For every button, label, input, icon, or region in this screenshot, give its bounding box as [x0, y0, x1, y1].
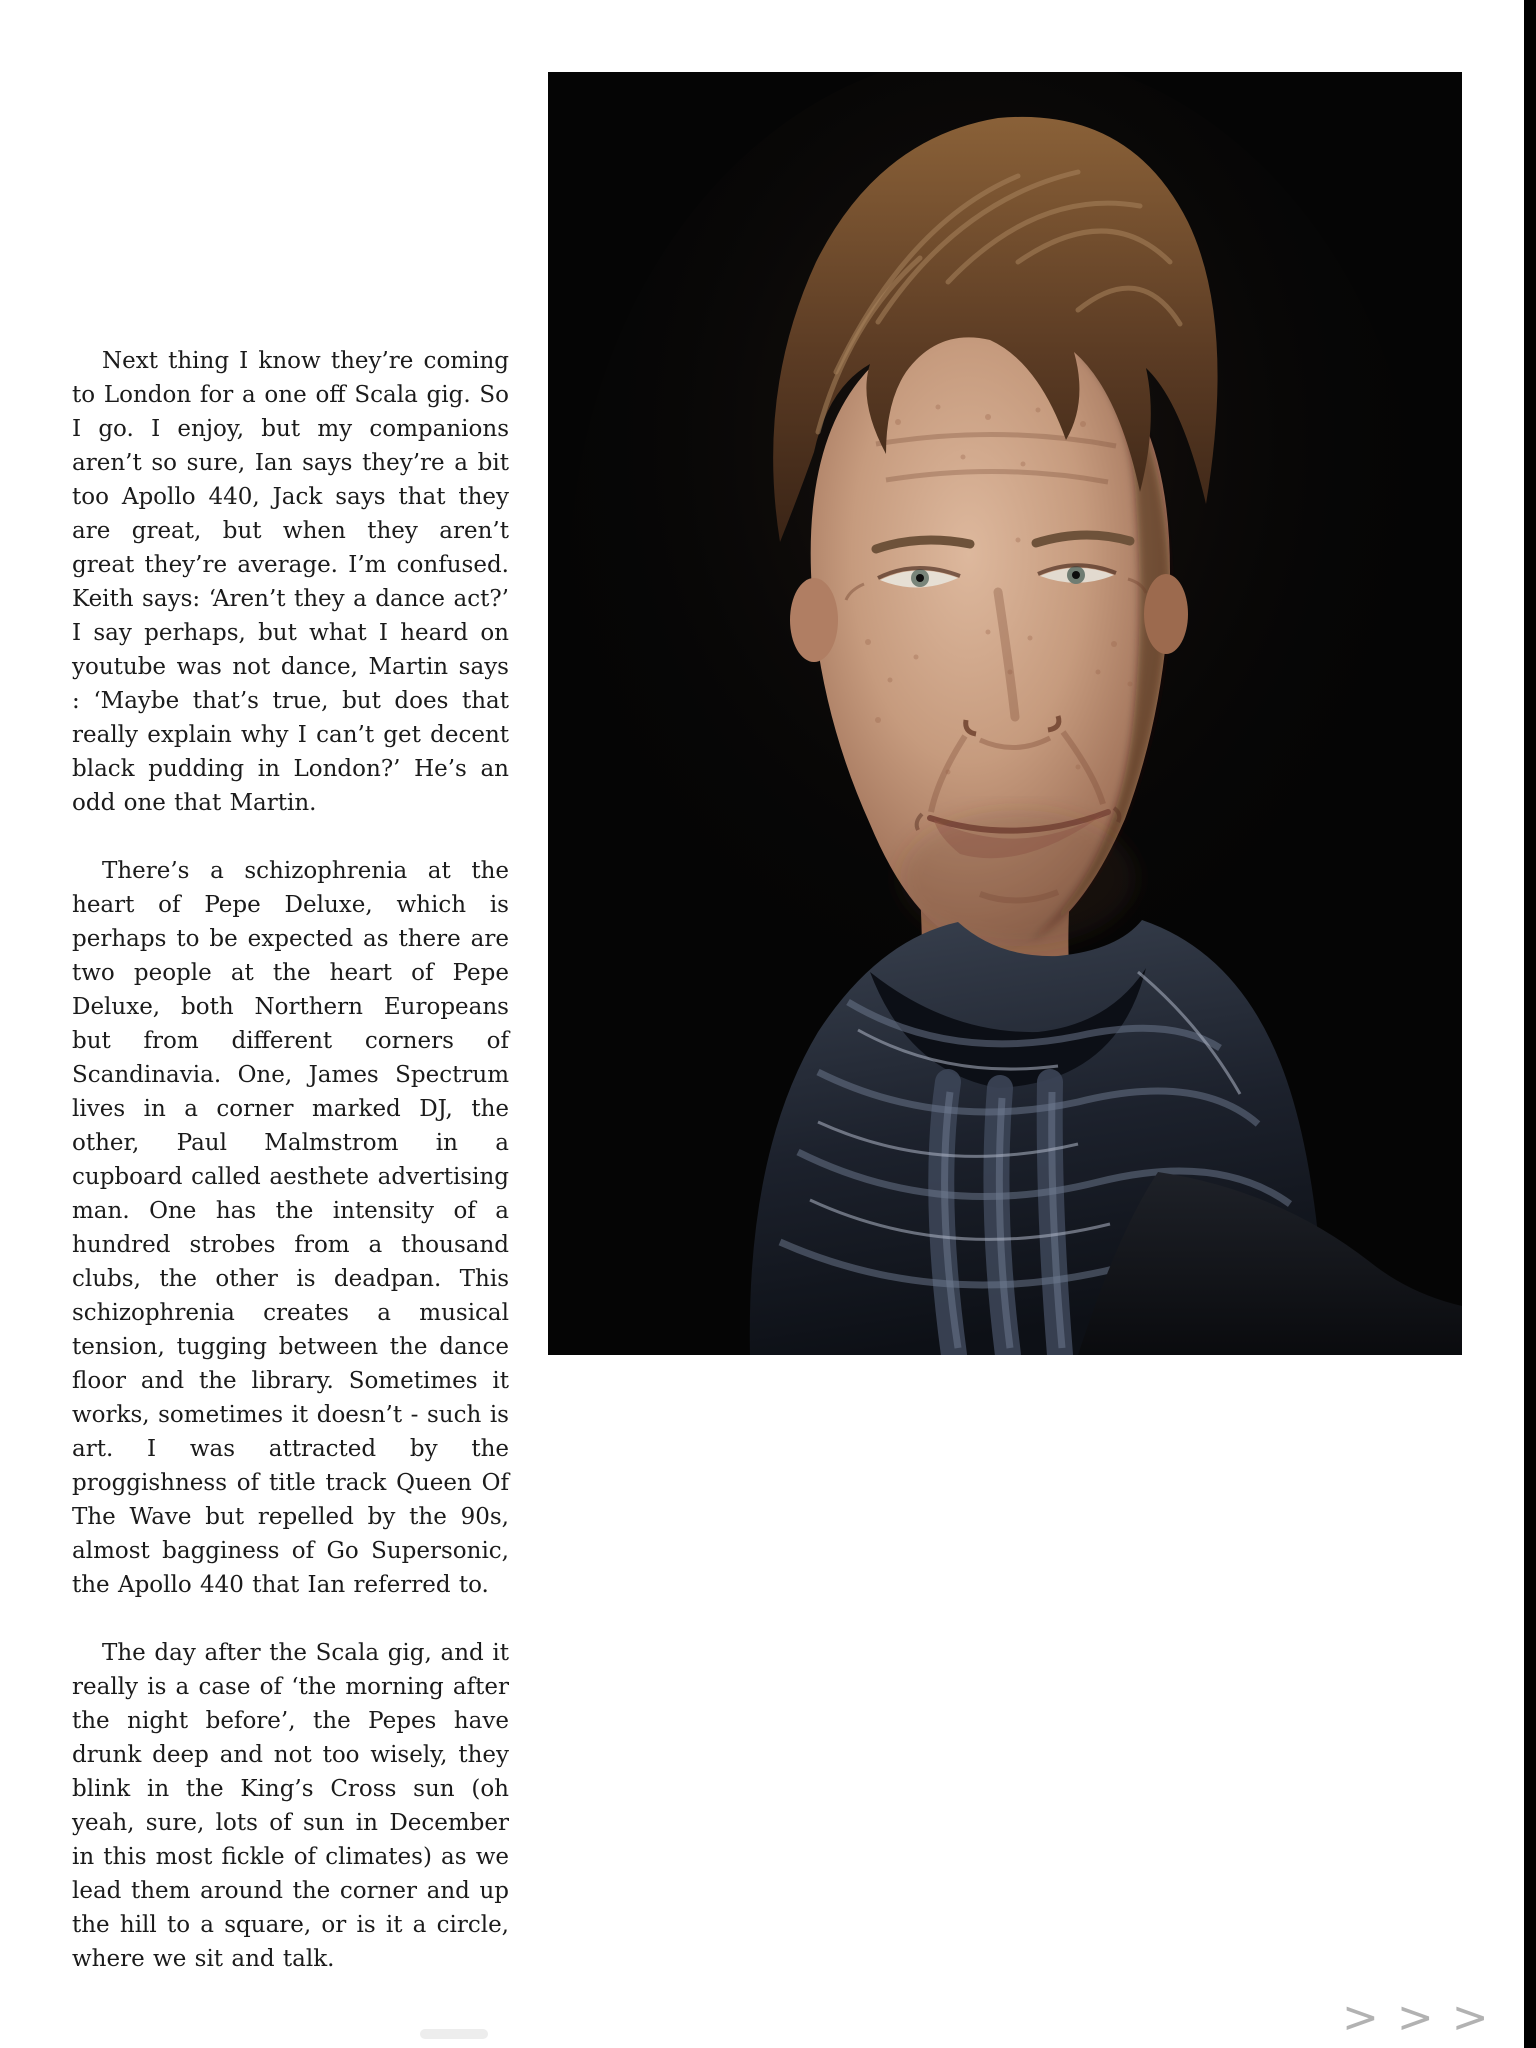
next-page-arrows[interactable]: > > > — [1342, 1992, 1491, 2043]
article-paragraph-2: There’s a schizophrenia at the heart of Pepe Deluxe, which is perhaps to be expected as there are two people at the heart of Pepe Deluxe, both Northern Europeans but from different corners of Scandinavia. One, James Spectrum lives in a corner marked DJ, the other, Paul Malmstrom in a cupboard called aesthete advertising man. One has the intensity of a hundred strobes from a thousand clubs, the other is deadpan. This schizophrenia creates a musical tension, tugging between the dance floor and the library. Sometimes it works, sometimes it doesn’t - such is art. I was attracted by the proggishness of title track Queen Of The Wave but repelled by the 90s, almost bagginess of Go Supersonic, the Apollo 440 that Ian referred to. — [72, 858, 509, 1598]
article-paragraph-1: Next thing I know they’re coming to London for a one off Scala gig. So I go. I enjoy, but my companions aren’t so sure, Ian says they’re a bit too Apollo 440, Jack says that they are great, but when they aren’t great they’re average. I’m confused. Keith says: ‘Aren’t they a dance act?’ I say perhaps, but what I heard on youtube was not dance, Martin says : ‘Maybe that’s true, but does that really explain why I can’t get decent black pudding in London?’ He’s an odd one that Martin. — [72, 348, 509, 816]
next-page-edge[interactable] — [1524, 0, 1536, 2048]
portrait-photo — [548, 72, 1462, 1355]
man-left-ear — [790, 578, 838, 662]
article-text-column — [72, 344, 509, 2010]
man-right-ear — [1144, 574, 1188, 654]
page-progress-indicator[interactable] — [420, 2029, 488, 2039]
stubble-shadow — [900, 810, 1136, 946]
article-paragraph-3: The day after the Scala gig, and it really is a case of ‘the morning after the night before’, the Pepes have drunk deep and not too wisely, they blink in the King’s Cross sun (oh yeah, sure, lots of sun in December in this most fickle of climates) as we lead them around the corner and up the hill to a square, or is it a circle, where we sit and talk. — [72, 1640, 509, 1972]
